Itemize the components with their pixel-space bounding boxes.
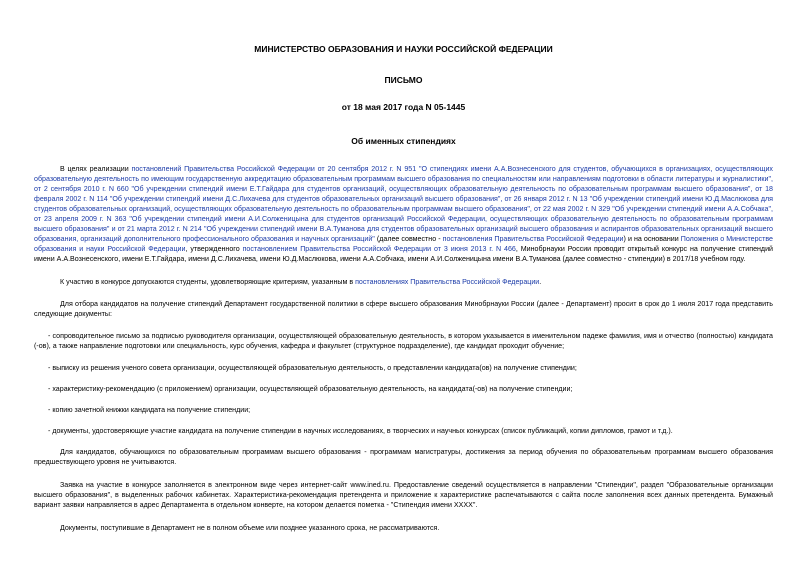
link-resolution-466[interactable]: постановлением Правительства Российской Федерации от 3 июня 2013 г. N 466 bbox=[242, 245, 516, 253]
link-government-resolutions-criteria[interactable]: постановлениях Правительства Российской Федерации bbox=[355, 278, 540, 286]
paragraph-text: , Минобрнауки России проводит открытый конкурс на получение стипендий имени А.А.Вознесенского, имени Е.Т.Гайдара, имени Д.С.Лихачева, имени Ю.Д.Маслюкова, имени А.А.Собчака, имени А.И.Солженицына имени В.А.Туманова (далее совместно - стипендии) в 2017/18 учебном году. bbox=[34, 245, 773, 263]
link-ministry-regulation[interactable]: Положения о Министерстве образования и науки Российской Федерации bbox=[34, 235, 773, 253]
paragraph-documents-request: Для отбора кандидатов на получение стипендий Департамент государственной политики в сфере высшего образования Минобрнауки России (далее - Департамент) просит в срок до 1 июля 2017 года представить следующие документы: bbox=[34, 300, 773, 318]
list-item-recommendation: - характеристику-рекомендацию (с приложением) организации, осуществляющей образовательную деятельность, на кандидата(-ов) на получение стипендии; bbox=[48, 385, 573, 393]
link-government-resolutions[interactable]: постановлений Правительства Российской Федерации от 20 сентября 2012 г. N 951 "О стипендиях имени А.А.Вознесенского для студентов, обучающихся в организациях, осуществляющих образовательную деятельность по имеющим государственную аккредитацию образовательным программам высшего образования по специальностям или направлениям подготовки в области литературы и журналистики", от 2 сентября 2010 г. N 660 "Об учреждении стипендий имени Е.Т.Гайдара для студентов организаций, осуществляющих образовательную деятельность по образовательным программам высшего образования", от 18 февраля 2002 г. N 114 "Об учреждении стипендий имени Д.С.Лихачева для студентов образовательных организаций высшего образования", от 26 января 2012 г. N 13 "Об учреждении стипендий имени Ю.Д.Маслюкова для студентов образовательных организаций, осуществляющих образовательную деятельность по образовательным программам высшего образования", от 22 мая 2002 г. N 329 "Об учреждении стипендий имени А.А.Собчака", от 23 апреля 2009 г. N 363 "Об учреждении стипендий имени А.И.Солженицына для студентов организаций Российской Федерации, осуществляющих образовательную деятельность по образовательным программам высшего образования" и от 21 марта 2012 г. N 214 "Об учреждении стипендий имени В.А.Туманова для студентов образовательных организаций высшего образования и аспирантов образовательных организаций высшего образования, организаций дополнительного профессионального образования и научных организаций" bbox=[34, 165, 773, 243]
paragraph-intro bbox=[34, 164, 773, 264]
paragraph-eligibility bbox=[34, 277, 773, 287]
list-item-research-documents: - документы, удостоверяющие участие кандидата на получение стипендии в научных исследованиях, в творческих и научных конкурсах (список публикаций, копии дипломов, грамот и т.д.). bbox=[48, 427, 673, 435]
paragraph-application: Заявка на участие в конкурсе заполняется в электронном виде через интернет-сайт www.ined.ru. Предоставление сведений осуществляется в направлении "Стипендии", раздел "Образовательные организации высшего образования", в выделенных рабочих кабинетах. Характеристика-рекомендация претендента и приложение к характеристике распечатываются с сайта после заполнения всех данных претендента. Бумажный вариант заявки направляется в адрес Департамента в отдельном конверте, на котором делается пометка - "Стипендия имени XXXX". bbox=[34, 481, 773, 509]
list-item-council-extract: - выписку из решения ученого совета организации, осуществляющей образовательную деятельность, о представлении кандидата(ов) на получение стипендии; bbox=[48, 364, 577, 372]
list-item-cover-letter: - сопроводительное письмо за подписью руководителя организации, осуществляющей образовательную деятельность, в котором указывается в именительном падеже фамилия, имя и отчество (полностью) кандидата (-ов), а также направление подготовки или специальность, курс обучения, кафедра и факультет (структурное подразделение), где кандидат проходит обучение; bbox=[34, 332, 773, 350]
paragraph-text: , утвержденного bbox=[185, 245, 243, 253]
document-subject: Об именных стипендиях bbox=[351, 136, 456, 146]
document-type: ПИСЬМО bbox=[384, 75, 423, 85]
ministry-heading: МИНИСТЕРСТВО ОБРАЗОВАНИЯ И НАУКИ РОССИЙСКОЙ ФЕДЕРАЦИИ bbox=[254, 44, 553, 54]
list-item-record-book: - копию зачетной книжки кандидата на получение стипендии; bbox=[48, 406, 251, 414]
link-government-resolutions-short[interactable]: постановления Правительства Российской Федерации bbox=[442, 235, 624, 243]
paragraph-text: ) и на основании bbox=[623, 235, 681, 243]
paragraph-masters-note: Для кандидатов, обучающихся по образовательным программам высшего образования - программам магистратуры, достижения за период обучения по образовательным программам высшего образования предшествующего уровня не учитываются. bbox=[34, 448, 773, 466]
paragraph-text: . bbox=[539, 278, 542, 286]
paragraph-text: К участию в конкурсе допускаются студенты, удовлетворяющие критериям, указанным в bbox=[60, 278, 356, 286]
paragraph-rejection: Документы, поступившие в Департамент не в полном объеме или позднее указанного срока, не рассматриваются. bbox=[60, 524, 440, 532]
paragraph-text: (далее совместно - bbox=[374, 235, 443, 243]
paragraph-text: В целях реализации bbox=[60, 165, 132, 173]
document-date-number: от 18 мая 2017 года N 05-1445 bbox=[341, 102, 466, 112]
